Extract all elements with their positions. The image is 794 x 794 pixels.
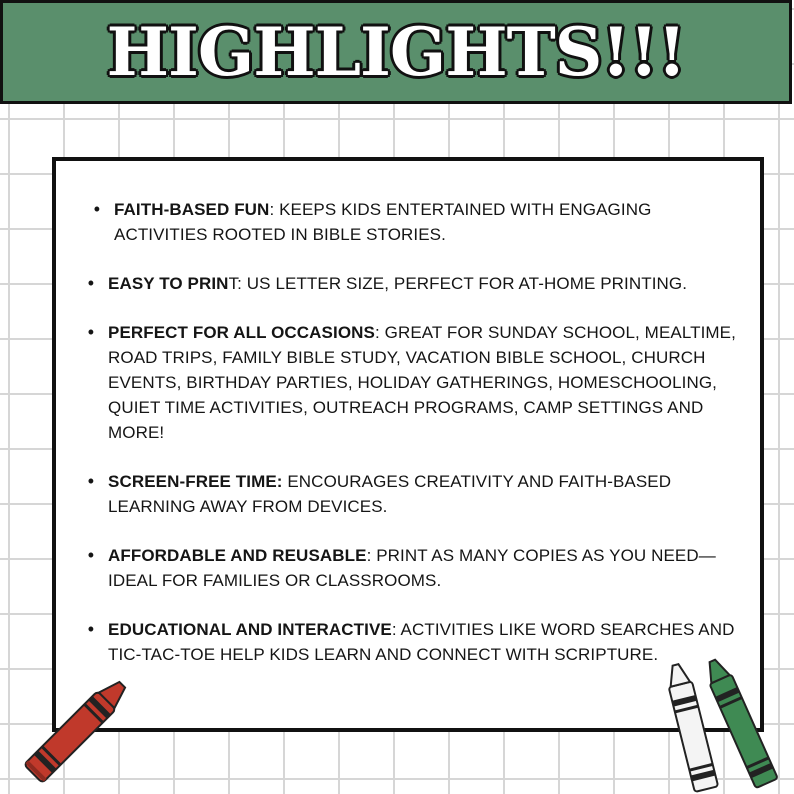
bullet-icon: •	[87, 322, 95, 342]
item-heading: PERFECT FOR ALL OCCASIONS	[108, 323, 375, 342]
bullet-icon: •	[87, 619, 95, 639]
item-text: T: US LETTER SIZE, PERFECT FOR AT-HOME PRINTING.	[228, 274, 688, 293]
item-heading: EDUCATIONAL AND INTERACTIVE	[108, 620, 392, 639]
page-title: HIGHLIGHTS!!!	[106, 13, 686, 91]
green-crayon-icon	[690, 652, 790, 794]
red-crayon-icon	[10, 668, 145, 793]
item-heading: FAITH-BASED FUN	[114, 200, 270, 219]
item-heading: AFFORDABLE AND REUSABLE	[108, 546, 367, 565]
highlights-card	[52, 157, 764, 732]
list-item	[84, 197, 736, 247]
list-item	[84, 543, 736, 593]
item-heading: EASY TO PRIN	[108, 274, 229, 293]
item-heading: SCREEN-FREE TIME:	[108, 472, 283, 491]
item-text: : ACTIVITIES LIKE WORD SEARCHES AND TIC-TAC-TOE HELP KIDS LEARN AND CONNECT WITH SCRIPTURE.	[108, 620, 735, 664]
list-item	[84, 469, 736, 519]
item-text: : KEEPS KIDS ENTERTAINED WITH ENGAGING ACTIVITIES ROOTED IN BIBLE STORIES.	[114, 200, 652, 244]
title-banner	[0, 0, 792, 104]
list-item	[84, 271, 736, 296]
highlights-list	[56, 161, 760, 667]
bullet-icon: •	[87, 545, 95, 565]
item-text: : PRINT AS MANY COPIES AS YOU NEED—IDEAL FOR FAMILIES OR CLASSROOMS.	[108, 546, 716, 590]
item-text: : GREAT FOR SUNDAY SCHOOL, MEALTIME, ROAD TRIPS, FAMILY BIBLE STUDY, VACATION BIBLE SCHOOL, CHURCH EVENTS, BIRTHDAY PARTIES, HOLIDAY GATHERINGS, HOMESCHOOLING, QUIET TIME ACTIVITIES, OUTREACH PROGRAMS, CAMP SETTINGS AND MORE!	[108, 323, 736, 442]
list-item	[84, 617, 736, 667]
bullet-icon: •	[87, 273, 95, 293]
bullet-icon: •	[87, 471, 95, 491]
bullet-icon: •	[93, 199, 101, 219]
item-text: ENCOURAGES CREATIVITY AND FAITH-BASED LEARNING AWAY FROM DEVICES.	[108, 472, 672, 516]
list-item	[84, 320, 736, 445]
